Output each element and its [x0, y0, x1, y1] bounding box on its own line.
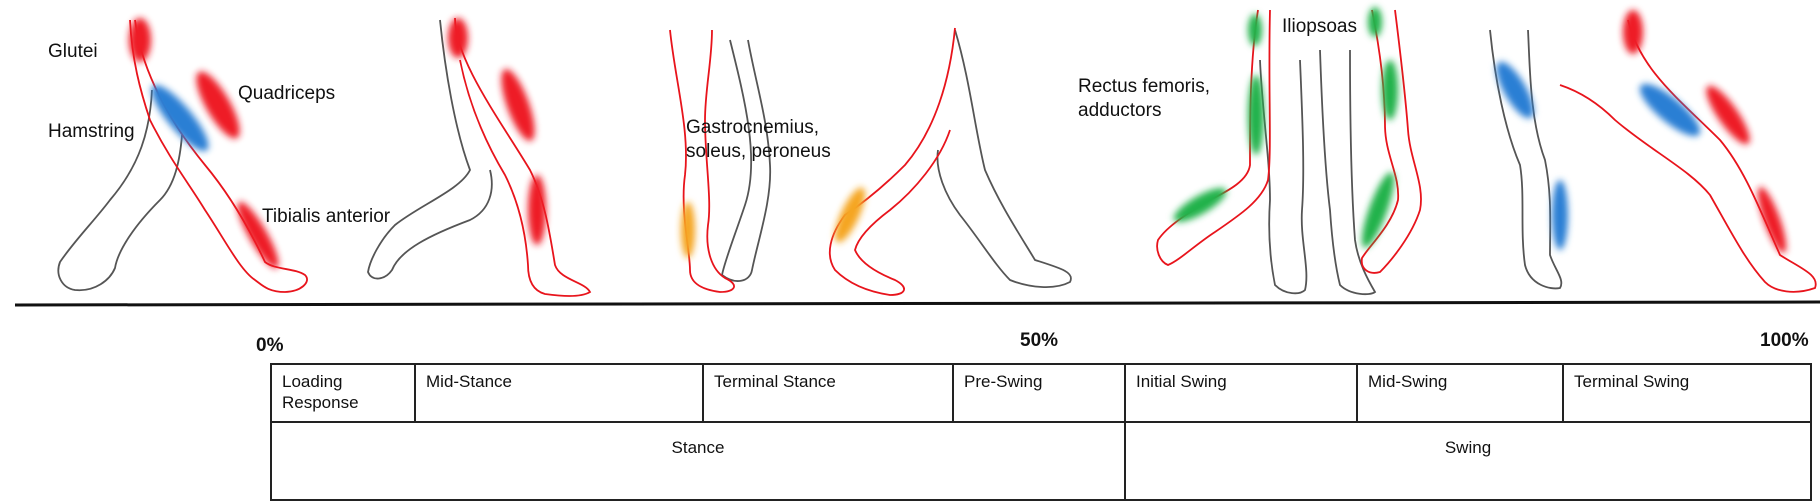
hamstring-muscle	[1489, 57, 1540, 123]
gray-leg	[937, 30, 1070, 287]
label-gastrocnemius-line1: Gastrocnemius,	[686, 117, 820, 138]
red-leg	[1560, 20, 1816, 292]
label-gastrocnemius	[686, 116, 831, 164]
gray-leg	[1320, 50, 1375, 294]
glutei-muscle	[129, 18, 151, 62]
tibialis-muscle	[528, 175, 546, 245]
period-swing: Swing	[1125, 422, 1811, 500]
label-rectus-femoris	[1078, 75, 1210, 123]
leg-pair-7	[1489, 10, 1815, 292]
iliopsoas-muscle	[1368, 7, 1382, 37]
leg-pair-5	[1157, 10, 1306, 293]
tibialis-muscle	[1753, 184, 1792, 255]
label-quadriceps: Quadriceps	[238, 83, 336, 104]
gait-phase-table	[270, 363, 1812, 501]
leg-pair-2	[368, 18, 590, 296]
red-leg	[830, 28, 955, 295]
glutei-muscle	[448, 18, 468, 58]
label-rectus-line1: Rectus femoris,	[1078, 76, 1210, 97]
phase-mid-swing: Mid-Swing	[1357, 364, 1563, 422]
phase-mid-stance: Mid-Stance	[415, 364, 703, 422]
red-leg	[130, 20, 307, 292]
percent-end: 100%	[1760, 330, 1809, 351]
gray-leg	[1260, 60, 1306, 293]
quadriceps-muscle	[495, 66, 542, 145]
phase-terminal-stance: Terminal Stance	[703, 364, 953, 422]
rectus-femoris-muscle	[1248, 14, 1262, 46]
adductors-muscle	[1248, 75, 1264, 155]
period-stance: Stance	[271, 422, 1125, 500]
gastrocnemius-muscle	[829, 184, 871, 246]
label-tibialis-anterior: Tibialis anterior	[262, 206, 391, 227]
percent-mid: 50%	[1020, 330, 1059, 351]
gray-leg	[368, 20, 492, 279]
label-glutei: Glutei	[48, 41, 98, 62]
phase-loading-line2: Response	[282, 393, 359, 412]
tibialis-blue-muscle	[1552, 180, 1568, 250]
phase-loading-line1: Loading	[282, 372, 343, 391]
hamstring-muscle-2	[1633, 76, 1707, 143]
label-rectus-line2: adductors	[1078, 100, 1162, 121]
phase-initial-swing: Initial Swing	[1125, 364, 1357, 422]
rectus-femoris-muscle	[1382, 60, 1398, 120]
label-gastrocnemius-line2: soleus, peroneus	[686, 141, 831, 162]
leg-pair-6	[1320, 7, 1421, 294]
quadriceps-muscle	[1700, 81, 1757, 150]
leg-pair-4	[829, 28, 1071, 295]
rectus-shin-muscle	[1170, 182, 1231, 228]
gastrocnemius-muscle	[681, 202, 695, 258]
phase-pre-swing: Pre-Swing	[953, 364, 1125, 422]
label-iliopsoas: Iliopsoas	[1282, 16, 1357, 37]
label-hamstring: Hamstring	[48, 121, 135, 142]
percent-start: 0%	[256, 335, 284, 356]
phase-terminal-swing: Terminal Swing	[1563, 364, 1811, 422]
phase-loading-response	[271, 364, 415, 422]
ground-line	[15, 302, 1820, 305]
glutei-muscle	[1623, 10, 1643, 54]
red-leg	[455, 18, 590, 296]
